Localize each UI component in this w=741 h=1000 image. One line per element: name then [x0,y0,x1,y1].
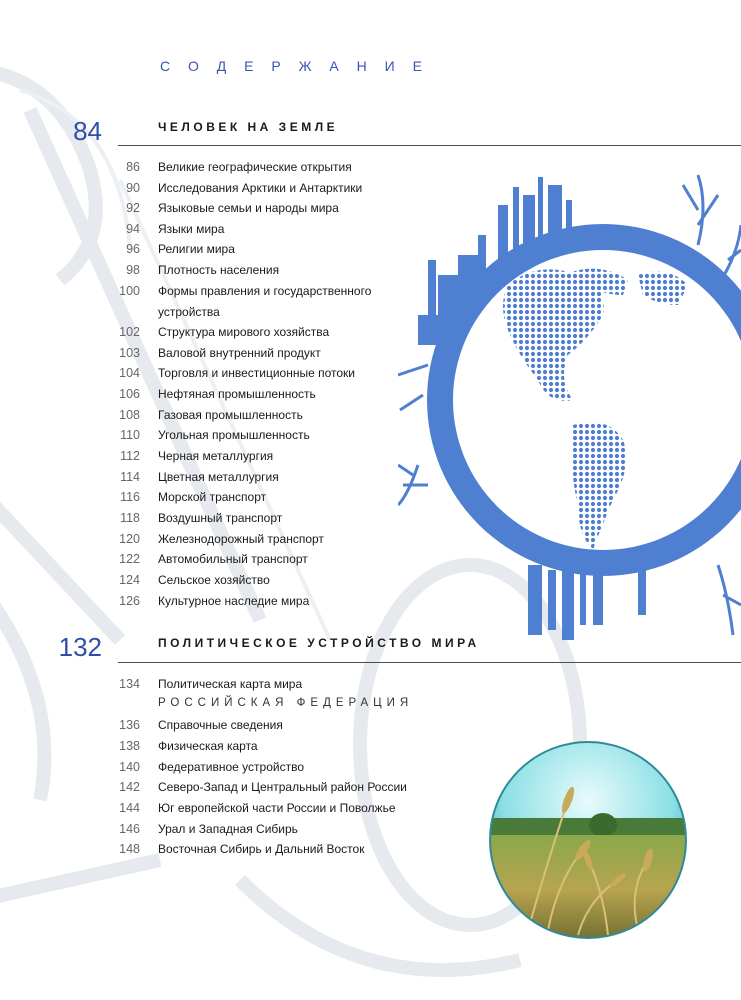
toc-page-number: 136 [119,718,140,732]
toc-page-number: 92 [126,201,140,215]
toc-page-number: 138 [119,739,140,753]
section-page-number[interactable]: 84 [73,116,102,146]
toc-item-title: Религии мира [158,242,235,256]
section-title[interactable]: ПОЛИТИЧЕСКОЕ УСТРОЙСТВО МИРА [158,636,480,650]
globe-with-city-and-trees-icon [398,165,741,645]
toc-item-title: Справочные сведения [158,718,283,732]
toc-page-number: 108 [119,408,140,422]
toc-item-title: Северо-Запад и Центральный район России [158,780,407,794]
toc-item-title: Культурное наследие мира [158,594,310,608]
toc-item-title: Морской транспорт [158,490,267,504]
toc-page-number: 114 [120,470,140,484]
toc-subheading-title: РОССИЙСКАЯ ФЕДЕРАЦИЯ [158,697,414,709]
toc-page-number: 94 [126,222,140,236]
toc-page-number: 102 [119,325,140,339]
toc-page-number: 144 [119,801,140,815]
section-title[interactable]: ЧЕЛОВЕК НА ЗЕМЛЕ [158,120,339,134]
toc-item-title: Плотность населения [158,263,280,277]
toc-item-title: Угольная промышленность [158,428,310,442]
toc-item-title: Газовая промышленность [158,408,303,422]
toc-page-number: 142 [119,780,140,794]
toc-page-number: 86 [126,160,140,174]
toc-page-number: 116 [120,490,140,504]
toc-item-title: Юг европейской части России и Поволжье [158,801,396,815]
toc-item-title: Железнодорожный транспорт [158,532,324,546]
toc-item-title: Сельское хозяйство [158,573,270,587]
toc-item-title: Формы правления и государственного [158,284,372,298]
toc-page-number: 148 [119,842,140,856]
toc-item-title: Торговля и инвестиционные потоки [158,366,355,380]
toc-page-number: 146 [119,822,140,836]
toc-page-number: 126 [119,594,140,608]
toc-item-title: Федеративное устройство [158,760,304,774]
toc-page-number: 103 [119,346,140,360]
toc-item-title: Цветная металлургия [158,470,279,484]
toc-page-number: 110 [120,428,140,442]
toc-page-number: 96 [126,242,140,256]
toc-item-title: Языковые семьи и народы мира [158,201,339,215]
toc-page-number: 120 [119,532,140,546]
toc-item-title: Валовой внутренний продукт [158,346,321,360]
section-divider [118,145,741,146]
toc-page-number: 106 [119,387,140,401]
toc-page-number: 118 [120,511,140,525]
toc-item-title: Автомобильный транспорт [158,552,308,566]
section-page-number[interactable]: 132 [58,632,102,662]
section-divider [118,662,741,663]
toc-page-number: 112 [120,449,140,463]
toc-page-number: 134 [119,677,140,691]
toc-page-number: 140 [119,760,140,774]
toc-item-title: Урал и Западная Сибирь [158,822,298,836]
toc-item-title: Физическая карта [158,739,258,753]
toc-item-title: Воздушный транспорт [158,511,283,525]
toc-page-number: 122 [119,552,140,566]
toc-item-title: Политическая карта мира [158,677,303,691]
wheat-field-sphere-icon [488,740,688,940]
contents-heading: С О Д Е Р Ж А Н И Е [160,58,429,74]
toc-page-number: 90 [126,181,140,195]
toc-item-title: Черная металлургия [158,449,274,463]
toc-item-title: Языки мира [158,222,225,236]
toc-item-title: Восточная Сибирь и Дальний Восток [158,842,365,856]
toc-page-number: 100 [119,284,140,298]
toc-item-title-continued: устройства [158,305,220,319]
toc-page-number: 104 [119,366,140,380]
toc-page-number: 98 [126,263,140,277]
toc-item-title: Великие географические открытия [158,160,352,174]
toc-item-title: Исследования Арктики и Антарктики [158,181,363,195]
toc-item-title: Нефтяная промышленность [158,387,316,401]
toc-page-number: 124 [119,573,140,587]
toc-item-title: Структура мирового хозяйства [158,325,330,339]
